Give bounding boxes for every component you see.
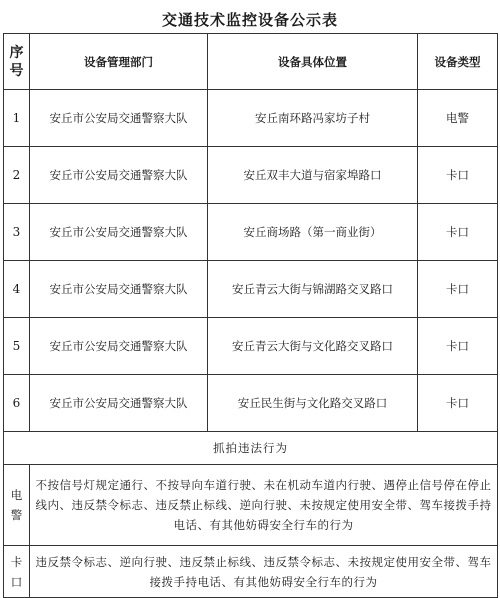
row-dept: 安丘市公安局交通警察大队	[30, 147, 208, 204]
row-type: 卡口	[418, 318, 498, 375]
row-number: 3	[4, 204, 30, 261]
row-dept: 安丘市公安局交通警察大队	[30, 375, 208, 432]
header-location: 设备具体位置	[208, 34, 418, 90]
table-row	[4, 318, 498, 375]
violations-heading: 抓拍违法行为	[4, 432, 498, 465]
row-location: 安丘民生街与文化路交叉路口	[208, 375, 418, 432]
table-row	[4, 261, 498, 318]
violation-text: 不按信号灯规定通行、不按导向车道行驶、未在机动车道内行驶、遇停止信号停在停止线内、违反禁令标志、违反禁止标线、逆向行驶、未按规定使用安全带、驾车接拨手持电话、有其他妨碍安全行车的行为	[30, 465, 498, 546]
header-row	[4, 34, 498, 90]
row-type: 电警	[418, 90, 498, 147]
row-type: 卡口	[418, 261, 498, 318]
page-title: 交通技术监控设备公示表	[161, 11, 338, 29]
row-number: 1	[4, 90, 30, 147]
violation-label: 电警	[4, 465, 30, 546]
row-number: 4	[4, 261, 30, 318]
row-dept: 安丘市公安局交通警察大队	[30, 204, 208, 261]
header-dept: 设备管理部门	[30, 34, 208, 90]
table-row	[4, 204, 498, 261]
header-seq: 序号	[4, 34, 30, 90]
row-location: 安丘商场路（第一商业街）	[208, 204, 418, 261]
row-location: 安丘南环路冯家坊子村	[208, 90, 418, 147]
row-number: 2	[4, 147, 30, 204]
table-row	[4, 90, 498, 147]
violations-heading-row	[4, 432, 498, 465]
row-number: 6	[4, 375, 30, 432]
violation-text: 违反禁令标志、逆向行驶、违反禁止标线、违反禁令标志、未按规定使用安全带、驾车接拨手持电话、有其他妨碍安全行车的行为	[30, 546, 498, 598]
row-location: 安丘双丰大道与宿家埠路口	[208, 147, 418, 204]
violation-row	[4, 465, 498, 546]
violation-label: 卡口	[4, 546, 30, 598]
header-type: 设备类型	[418, 34, 498, 90]
table-row	[4, 147, 498, 204]
row-type: 卡口	[418, 375, 498, 432]
violation-row	[4, 546, 498, 598]
row-location: 安丘青云大街与文化路交叉路口	[208, 318, 418, 375]
device-table	[3, 33, 498, 598]
row-type: 卡口	[418, 147, 498, 204]
row-dept: 安丘市公安局交通警察大队	[30, 90, 208, 147]
table-row	[4, 375, 498, 432]
row-type: 卡口	[418, 204, 498, 261]
row-dept: 安丘市公安局交通警察大队	[30, 261, 208, 318]
row-dept: 安丘市公安局交通警察大队	[30, 318, 208, 375]
row-number: 5	[4, 318, 30, 375]
row-location: 安丘青云大街与锦湖路交叉路口	[208, 261, 418, 318]
